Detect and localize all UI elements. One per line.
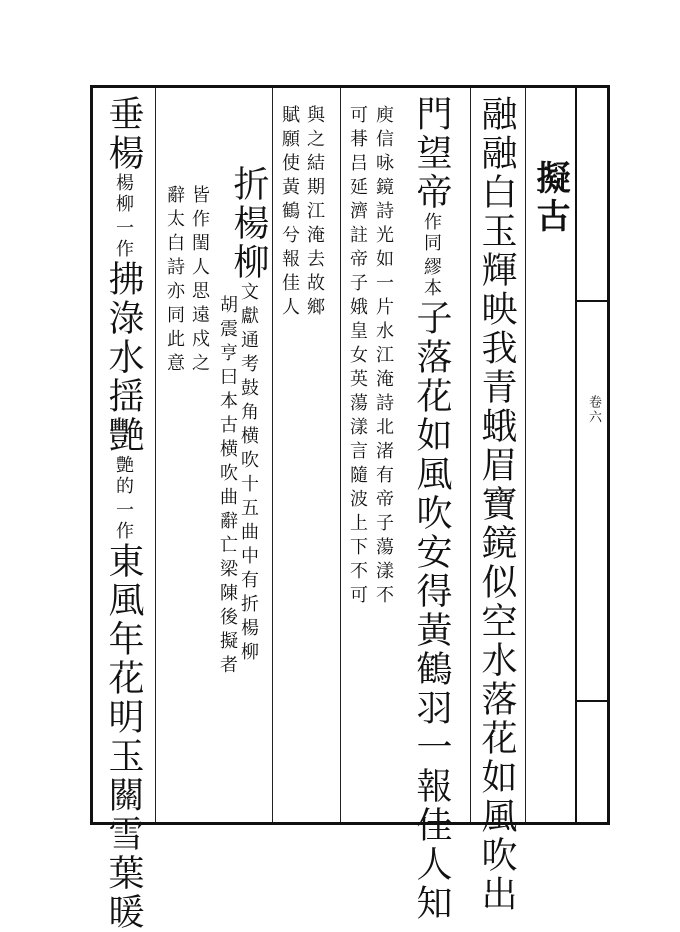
fold-margin bbox=[575, 85, 610, 825]
column-rule bbox=[340, 88, 341, 822]
commentary-line-3: 與之結期江淹去故鄉 bbox=[304, 105, 325, 321]
commentary-line-7: 辭太白詩亦同此意 bbox=[164, 185, 185, 377]
fold-divider-top bbox=[575, 300, 610, 302]
poem-line-2-a: 門望帝 bbox=[411, 95, 452, 212]
variant-note bbox=[114, 173, 132, 260]
poem-line-2 bbox=[411, 95, 452, 923]
section-title: 擬古 bbox=[530, 160, 570, 236]
poem-line-2-c: 子落花如風吹安得黃鶴羽一報佳人知 bbox=[411, 299, 452, 923]
variant-note-left: 艶的 bbox=[113, 455, 134, 497]
commentary-line-2: 可朞吕延濟註帝子娥皇女英蕩漾言隨波上下不可 bbox=[347, 105, 368, 609]
variant-note-left: 楊柳 bbox=[113, 173, 134, 215]
chapter-label: 卷六 bbox=[586, 395, 601, 425]
commentary-line-6: 皆作閨人思遠戍之 bbox=[189, 185, 210, 377]
variant-note-right: 繆本 bbox=[421, 257, 442, 299]
commentary-line-1: 庾信咏鏡詩光如一片水江淹詩北渚有帝子蕩漾不 bbox=[373, 105, 394, 609]
poem-line-3 bbox=[103, 95, 144, 932]
column-rule bbox=[525, 88, 526, 822]
variant-note bbox=[422, 212, 440, 299]
poem-line-3-e: 東風年花明玉關雪葉暖 bbox=[103, 542, 144, 932]
fold-divider-bottom bbox=[575, 700, 610, 702]
commentary-line-5: 胡震亨曰本古横吹曲辭亡梁陳後擬者 bbox=[217, 295, 238, 679]
poem-line-1: 融融白玉輝映我青蛾眉寶鏡似空水落花如風吹出 bbox=[476, 95, 517, 914]
poem-line-3-c: 拂淥水揺艷 bbox=[103, 260, 144, 455]
variant-note-right: 一作 bbox=[113, 500, 134, 542]
commentary-line-4: 賦願使黃鶴兮報佳人 bbox=[279, 105, 300, 321]
variant-note bbox=[114, 455, 132, 542]
variant-note-right: 一作 bbox=[113, 218, 134, 260]
poem-title: 折楊柳 bbox=[228, 165, 269, 282]
column-rule bbox=[272, 88, 273, 822]
poem-line-3-a: 垂楊 bbox=[103, 95, 144, 173]
title-note: 文獻通考鼓角横吹十五曲中有折楊柳 bbox=[238, 282, 259, 666]
column-rule bbox=[470, 88, 471, 822]
column-rule bbox=[155, 88, 156, 822]
variant-note-left: 作同 bbox=[421, 212, 442, 254]
